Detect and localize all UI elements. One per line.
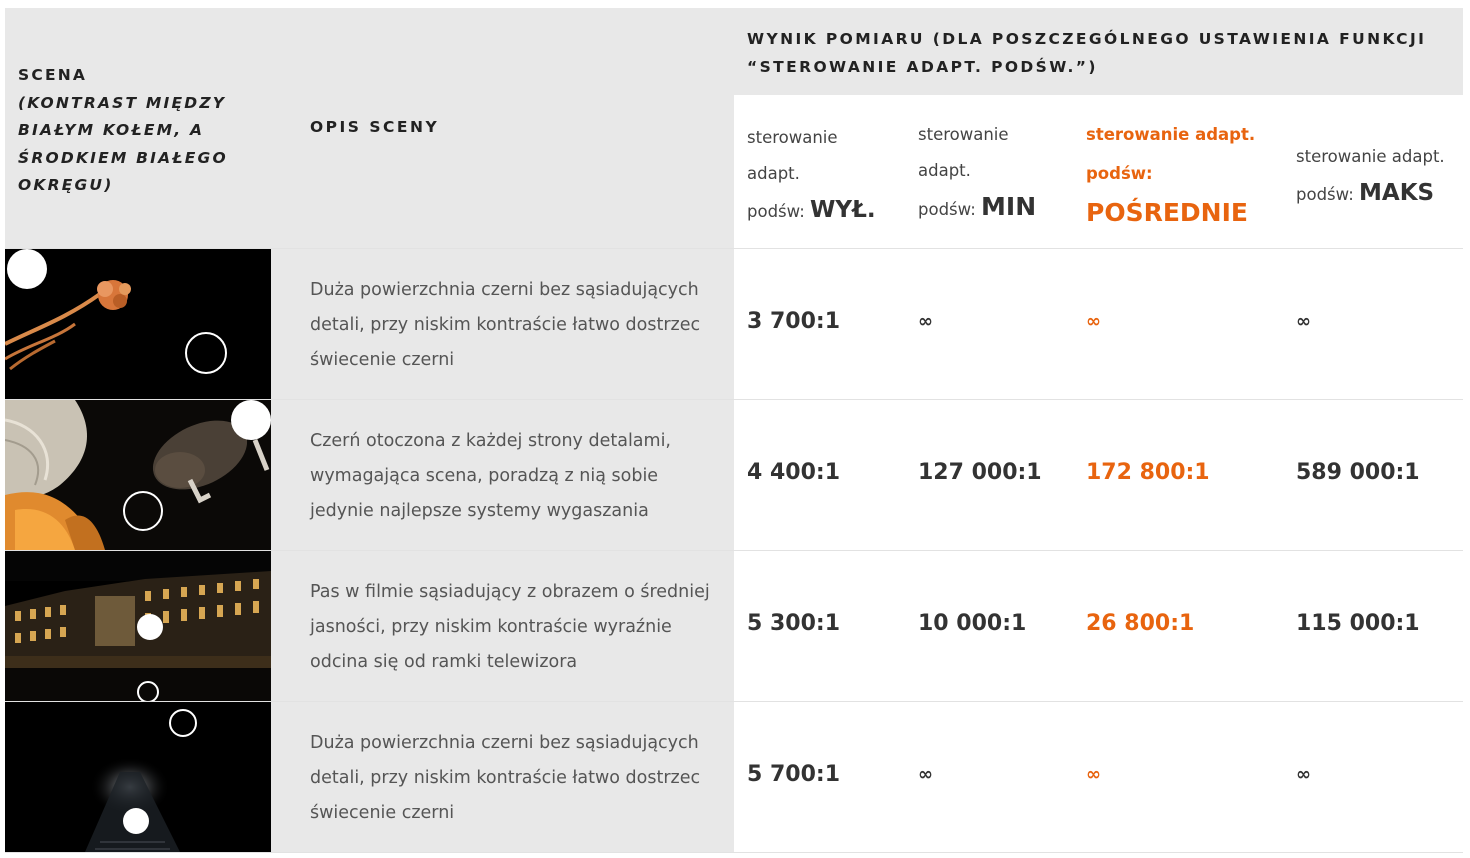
col-header-line: sterowanie	[918, 125, 1009, 144]
row-values	[734, 400, 1463, 550]
table-row	[5, 702, 1463, 852]
col-header-posrednie	[1086, 115, 1255, 232]
column-subheaders	[734, 95, 1463, 248]
col-header-line: adapt.	[918, 161, 971, 180]
value-min: 127 000:1	[918, 460, 1042, 485]
value-posrednie: 26 800:1	[1086, 611, 1195, 636]
col-header-line: podśw: MIN	[918, 192, 1037, 221]
value-posrednie: 172 800:1	[1086, 460, 1210, 485]
scena-header	[18, 62, 268, 200]
value-wyl: 4 400:1	[747, 460, 840, 485]
col-header-line: sterowanie	[747, 128, 838, 147]
scene-image-flower	[5, 249, 271, 399]
table-row	[5, 249, 1463, 399]
value-maks: 115 000:1	[1296, 611, 1420, 636]
row-values	[734, 551, 1463, 701]
col-header-line: podśw: WYŁ.	[747, 197, 876, 223]
col-header-value: MAKS	[1359, 180, 1435, 206]
col-header-value: MIN	[981, 192, 1037, 221]
description-text: Duża powierzchnia czerni bez sąsiadujących detali, przy niskim kontraście łatwo dostrzec świecenie czerni	[310, 280, 701, 370]
wynik-header: WYNIK POMIARU (DLA POSZCZEGÓLNEGO USTAWIENIA FUNKCJI “STEROWANIE ADAPT. PODŚW.”)	[747, 30, 1427, 76]
value-min: ∞	[918, 311, 933, 332]
col-header-wyl	[747, 120, 876, 230]
col-header-line: podśw:	[1086, 164, 1153, 183]
value-posrednie: ∞	[1086, 311, 1101, 332]
col-header-line: adapt.	[747, 164, 800, 183]
value-min: ∞	[918, 764, 933, 785]
scene-image-spotlight	[5, 702, 271, 852]
header-right	[734, 8, 1463, 95]
header-left	[5, 8, 734, 248]
value-maks: ∞	[1296, 764, 1311, 785]
col-header-line: podśw: MAKS	[1296, 180, 1435, 206]
scene-description	[271, 702, 734, 852]
col-header-line: sterowanie adapt.	[1086, 125, 1256, 144]
col-header-line: sterowanie adapt.	[1296, 147, 1445, 166]
col-header-value: POŚREDNIE	[1086, 198, 1248, 227]
table-row	[5, 551, 1463, 701]
contrast-table	[5, 8, 1463, 853]
col-header-min	[918, 117, 1036, 228]
row-divider	[5, 550, 1463, 551]
opis-header: OPIS SCENY	[310, 118, 440, 136]
description-text: Duża powierzchnia czerni bez sąsiadujących detali, przy niskim kontraście łatwo dostrzec świecenie czerni	[310, 733, 701, 823]
scene-description	[271, 551, 734, 701]
scene-image-cat	[5, 400, 271, 550]
value-maks: 589 000:1	[1296, 460, 1420, 485]
row-divider	[5, 701, 1463, 702]
value-wyl: 3 700:1	[747, 309, 840, 334]
value-wyl: 5 300:1	[747, 611, 840, 636]
col-header-maks	[1296, 139, 1445, 213]
description-text: Czerń otoczona z każdej strony detalami, wymagająca scena, poradzą z nią sobie jedynie najlepsze systemy wygaszania	[310, 431, 671, 521]
description-text: Pas w filmie sąsiadujący z obrazem o średniej jasności, przy niskim kontraście wyraźnie odcina się od ramki telewizora	[310, 582, 710, 672]
row-values	[734, 249, 1463, 399]
scena-subtitle: (KONTRAST MIĘDZY BIAŁYM KOŁEM, A ŚRODKIEM BIAŁEGO OKRĘGU)	[18, 93, 228, 194]
scene-description	[271, 249, 734, 399]
value-maks: ∞	[1296, 311, 1311, 332]
scene-description	[271, 400, 734, 550]
row-divider	[5, 248, 1463, 249]
value-min: 10 000:1	[918, 611, 1027, 636]
row-values	[734, 702, 1463, 852]
row-divider	[5, 852, 1463, 853]
table-row	[5, 400, 1463, 550]
row-divider	[5, 399, 1463, 400]
value-posrednie: ∞	[1086, 764, 1101, 785]
value-wyl: 5 700:1	[747, 762, 840, 787]
col-header-value: WYŁ.	[810, 197, 876, 223]
scena-title: SCENA	[18, 66, 88, 84]
scene-image-building	[5, 551, 271, 701]
